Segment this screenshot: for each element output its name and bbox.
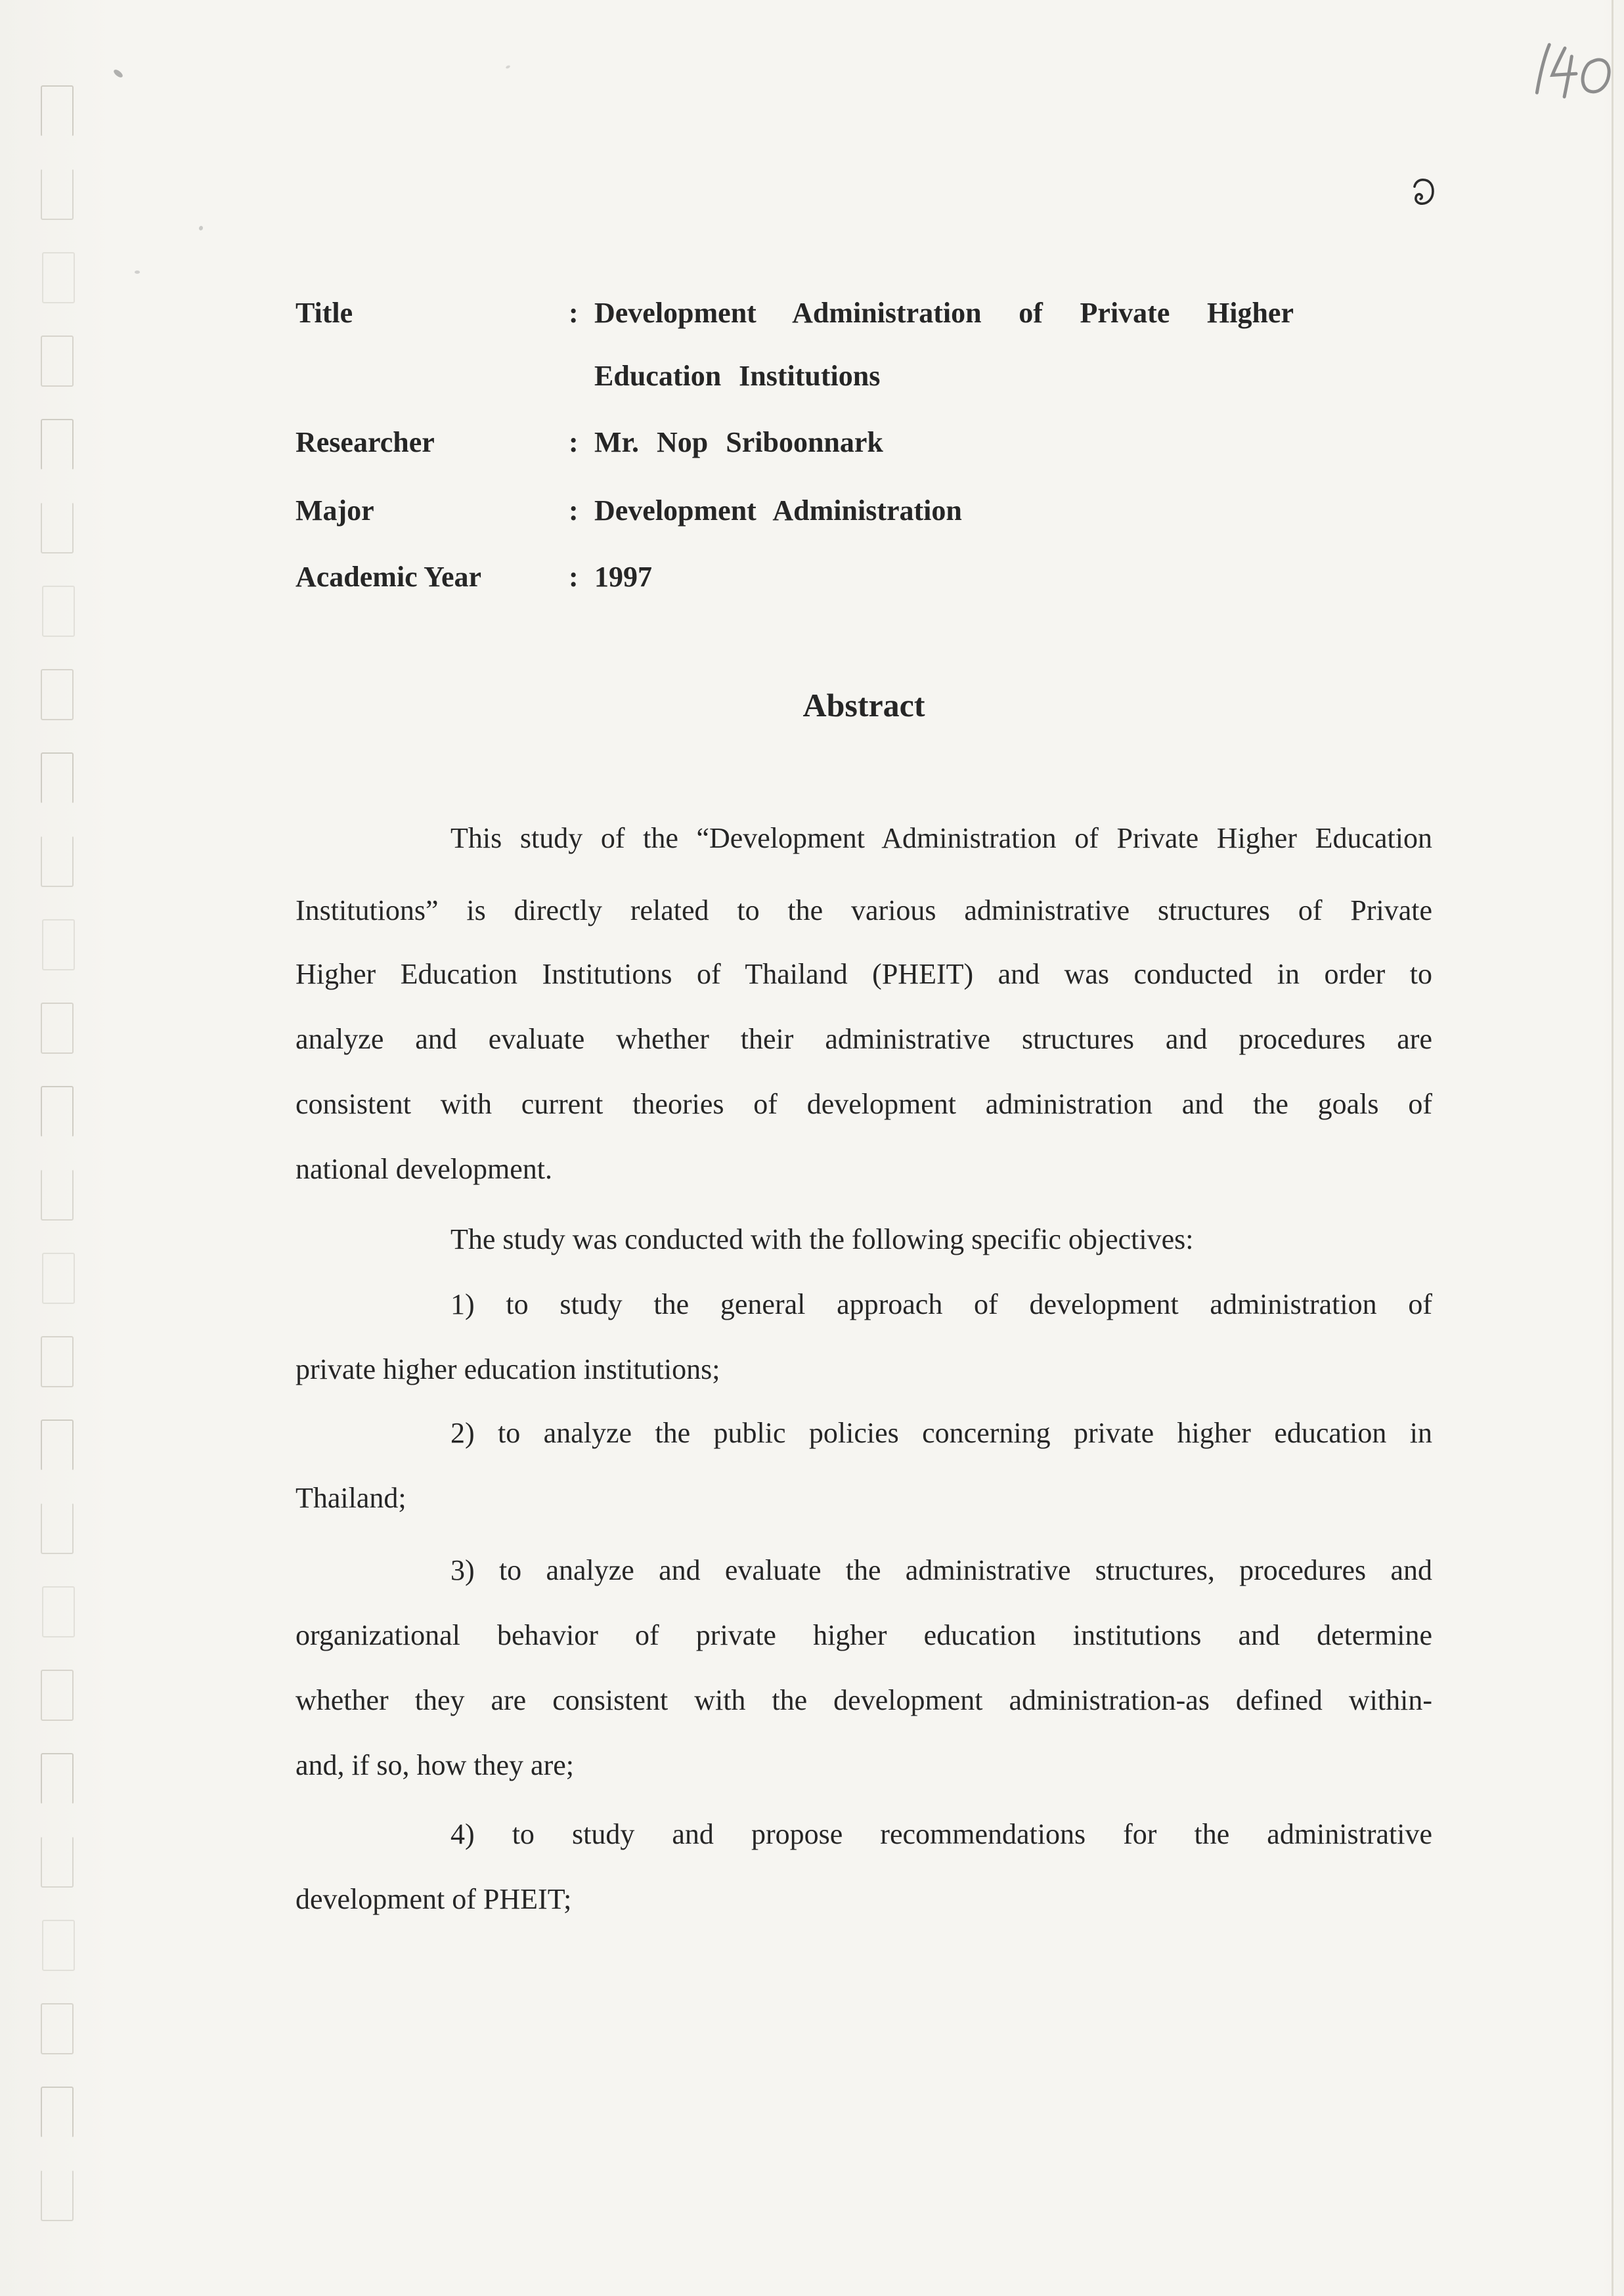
abstract-line: private higher education institutions; xyxy=(296,1353,720,1385)
binding-mark xyxy=(41,752,74,804)
abstract-line: and, if so, how they are; xyxy=(296,1749,574,1781)
binding-mark xyxy=(42,1253,75,1304)
binding-mark xyxy=(41,669,74,720)
scan-speck xyxy=(135,271,140,274)
title-label: Title xyxy=(296,297,353,329)
abstract-line: consistent with current theories of development administration and the goals of xyxy=(296,1088,1432,1120)
major-value: Development Administration xyxy=(594,494,962,527)
binding-mark xyxy=(41,1169,74,1221)
abstract-line: whether they are consistent with the development administration-as defined within- xyxy=(296,1684,1432,1716)
abstract-line: Thailand; xyxy=(296,1482,406,1514)
abstract-line: The study was conducted with the following specific objectives: xyxy=(450,1223,1194,1255)
binding-mark xyxy=(41,836,74,887)
colon: : xyxy=(569,426,579,458)
binding-mark xyxy=(42,919,75,970)
colon: : xyxy=(569,494,579,527)
binding-mark xyxy=(41,1086,74,1137)
binding-mark xyxy=(41,169,74,220)
handwritten-page-number xyxy=(1522,38,1623,109)
binding-mark xyxy=(41,336,74,387)
abstract-line: analyze and evaluate whether their administrative structures and procedures are xyxy=(296,1023,1432,1055)
binding-mark xyxy=(41,85,74,137)
abstract-line: development of PHEIT; xyxy=(296,1883,572,1915)
binding-mark xyxy=(41,1336,74,1387)
abstract-line: organizational behavior of private higher education institutions and determine xyxy=(296,1619,1432,1651)
abstract-line: national development. xyxy=(296,1153,552,1185)
binding-mark xyxy=(41,1670,74,1721)
abstract-heading: Abstract xyxy=(802,687,925,724)
colon: : xyxy=(569,297,579,329)
abstract-line: This study of the “Development Administration of Private Higher Education xyxy=(450,822,1432,854)
binding-mark xyxy=(41,1419,74,1471)
thai-page-number xyxy=(1409,176,1436,209)
binding-mark xyxy=(41,502,74,553)
binding-mark xyxy=(41,1503,74,1554)
scan-speck xyxy=(505,65,510,70)
abstract-objective-3: 3) to analyze and evaluate the administrative structures, procedures and xyxy=(450,1554,1432,1586)
abstract-objective-2: 2) to analyze the public policies concerning private higher education in xyxy=(450,1417,1432,1449)
binding-mark xyxy=(42,1586,75,1637)
page-edge-line xyxy=(1612,0,1613,2296)
binding-mark xyxy=(41,2003,74,2054)
researcher-label: Researcher xyxy=(296,426,435,458)
binding-mark xyxy=(41,2087,74,2138)
scan-speck xyxy=(112,68,124,79)
binding-mark xyxy=(41,419,74,470)
abstract-line: Higher Education Institutions of Thailand (PHEIT) and was conducted in order to xyxy=(296,958,1432,990)
title-value-line1: Development Administration of Private Higher xyxy=(594,297,1294,329)
abstract-objective-4: 4) to study and propose recommendations for the administrative xyxy=(450,1818,1432,1850)
binding-mark xyxy=(42,252,75,303)
binding-mark xyxy=(41,1753,74,1804)
binding-mark xyxy=(41,1003,74,1054)
colon: : xyxy=(569,561,579,593)
academic-year-value: 1997 xyxy=(594,561,652,593)
academic-year-label: Academic Year xyxy=(296,561,482,593)
abstract-line: Institutions” is directly related to the various administrative structures of Private xyxy=(296,894,1432,926)
binding-mark xyxy=(41,1836,74,1888)
title-value-line2: Education Institutions xyxy=(594,360,881,392)
abstract-objective-1: 1) to study the general approach of development administration of xyxy=(450,1288,1432,1320)
researcher-value: Mr. Nop Sriboonnark xyxy=(594,426,883,458)
binding-mark xyxy=(42,586,75,637)
scan-speck xyxy=(198,225,204,231)
major-label: Major xyxy=(296,494,374,527)
binding-mark xyxy=(42,1920,75,1971)
binding-mark xyxy=(41,2170,74,2221)
